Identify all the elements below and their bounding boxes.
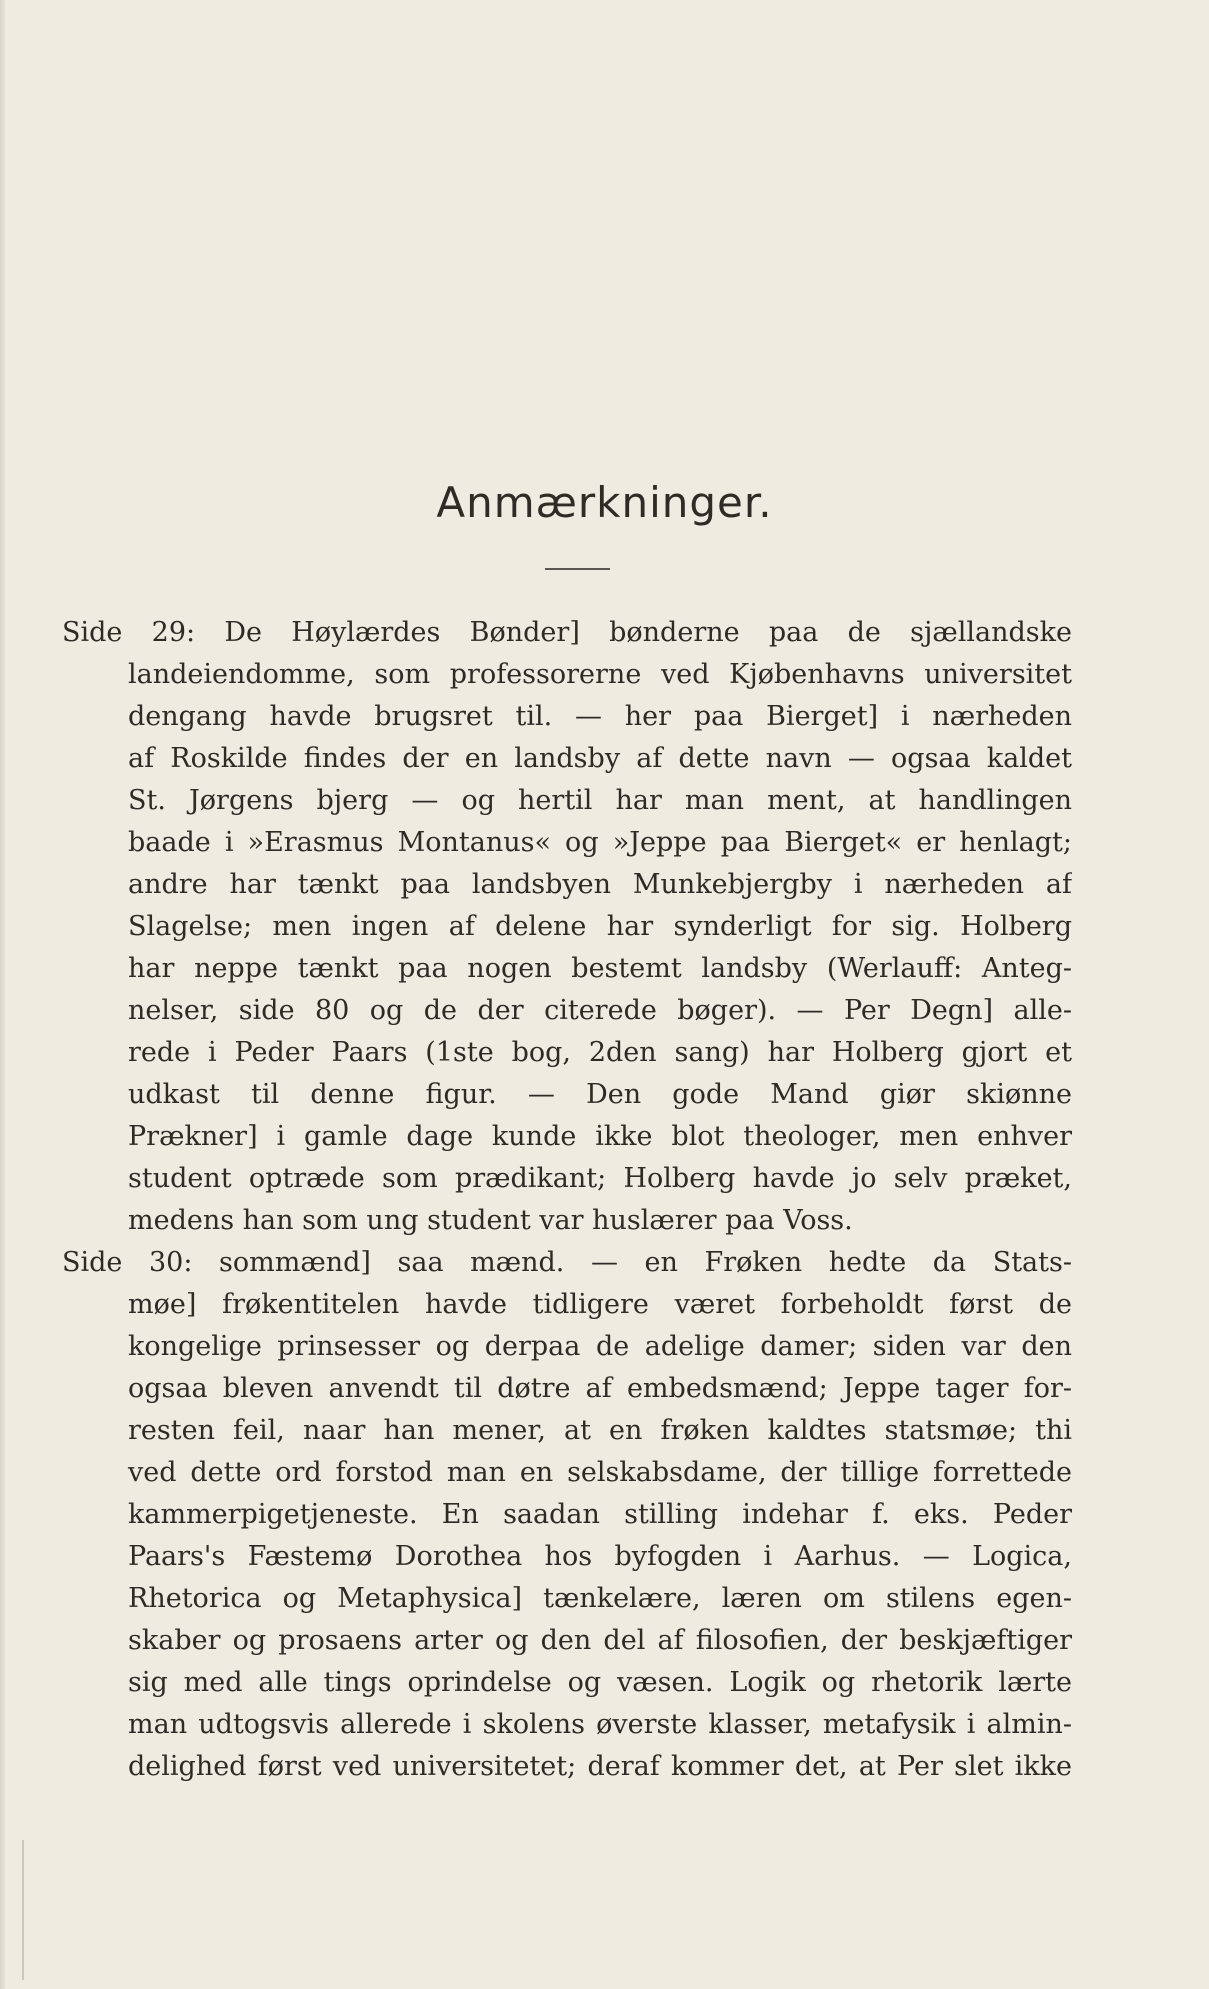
text-line: medens han som ung student var huslærer paa Voss. [128,1205,853,1236]
text-line: af Roskilde findes der en landsby af dette navn — ogsaa kaldet [128,743,1072,774]
text-line: Side 29: De Høylærdes Bønder] bønderne paa de sjællandske [62,617,1072,648]
text-line: rede i Peder Paars (1ste bog, 2den sang) har Holberg gjort et [128,1037,1072,1068]
text-line: kongelige prinsesser og derpaa de adelige damer; siden var den [128,1331,1072,1362]
text-line: skaber og prosaens arter og den del af filosofien, der beskjæftiger [128,1625,1072,1656]
text-line: resten feil, naar han mener, at en frøken kaldtes statsmøe; thi [128,1415,1072,1446]
title-divider [545,568,610,570]
text-line: Side 30: sommænd] saa mænd. — en Frøken hedte da Stats- [62,1247,1072,1278]
text-line: har neppe tænkt paa nogen bestemt landsby (Werlauff: Anteg- [128,953,1072,984]
text-line: Rhetorica og Metaphysica] tænkelære, læren om stilens egen- [128,1583,1072,1614]
text-line: andre har tænkt paa landsbyen Munkebjergby i nærheden af [128,869,1072,900]
page-left-edge [0,0,5,1989]
text-line: Paars's Fæstemø Dorothea hos byfogden i Aarhus. — Logica, [128,1541,1072,1572]
notes-text [62,612,1072,1788]
text-line: dengang havde brugsret til. — her paa Bierget] i nærheden [128,701,1072,732]
text-line: kammerpigetjeneste. En saadan stilling indehar f. eks. Peder [128,1499,1072,1530]
text-line: møe] frøkentitelen havde tidligere været forbeholdt først de [128,1289,1072,1320]
binding-mark [22,1840,24,1980]
text-line: student optræde som prædikant; Holberg havde jo selv præket, [128,1163,1072,1194]
text-line: baade i »Erasmus Montanus« og »Jeppe paa Bierget« er henlagt; [128,827,1072,858]
text-line: ogsaa bleven anvendt til døtre af embedsmænd; Jeppe tager for- [128,1373,1072,1404]
text-line: Prækner] i gamle dage kunde ikke blot theologer, men enhver [128,1121,1072,1152]
text-line: sig med alle tings oprindelse og væsen. Logik og rhetorik lærte [128,1667,1072,1698]
text-line: St. Jørgens bjerg — og hertil har man ment, at handlingen [128,785,1072,816]
text-line: nelser, side 80 og de der citerede bøger). — Per Degn] alle- [128,995,1072,1026]
text-line: landeiendomme, som professorerne ved Kjøbenhavns universitet [128,659,1072,690]
text-line: ved dette ord forstod man en selskabsdame, der tillige forrettede [128,1457,1072,1488]
text-line: udkast til denne figur. — Den gode Mand giør skiønne [128,1079,1072,1110]
page-title: Anmærkninger. [436,478,773,527]
text-line: Slagelse; men ingen af delene har synderligt for sig. Holberg [128,911,1072,942]
text-line: delighed først ved universitetet; deraf kommer det, at Per slet ikke [128,1751,1072,1782]
text-line: man udtogsvis allerede i skolens øverste klasser, metafysik i almin- [128,1709,1072,1740]
